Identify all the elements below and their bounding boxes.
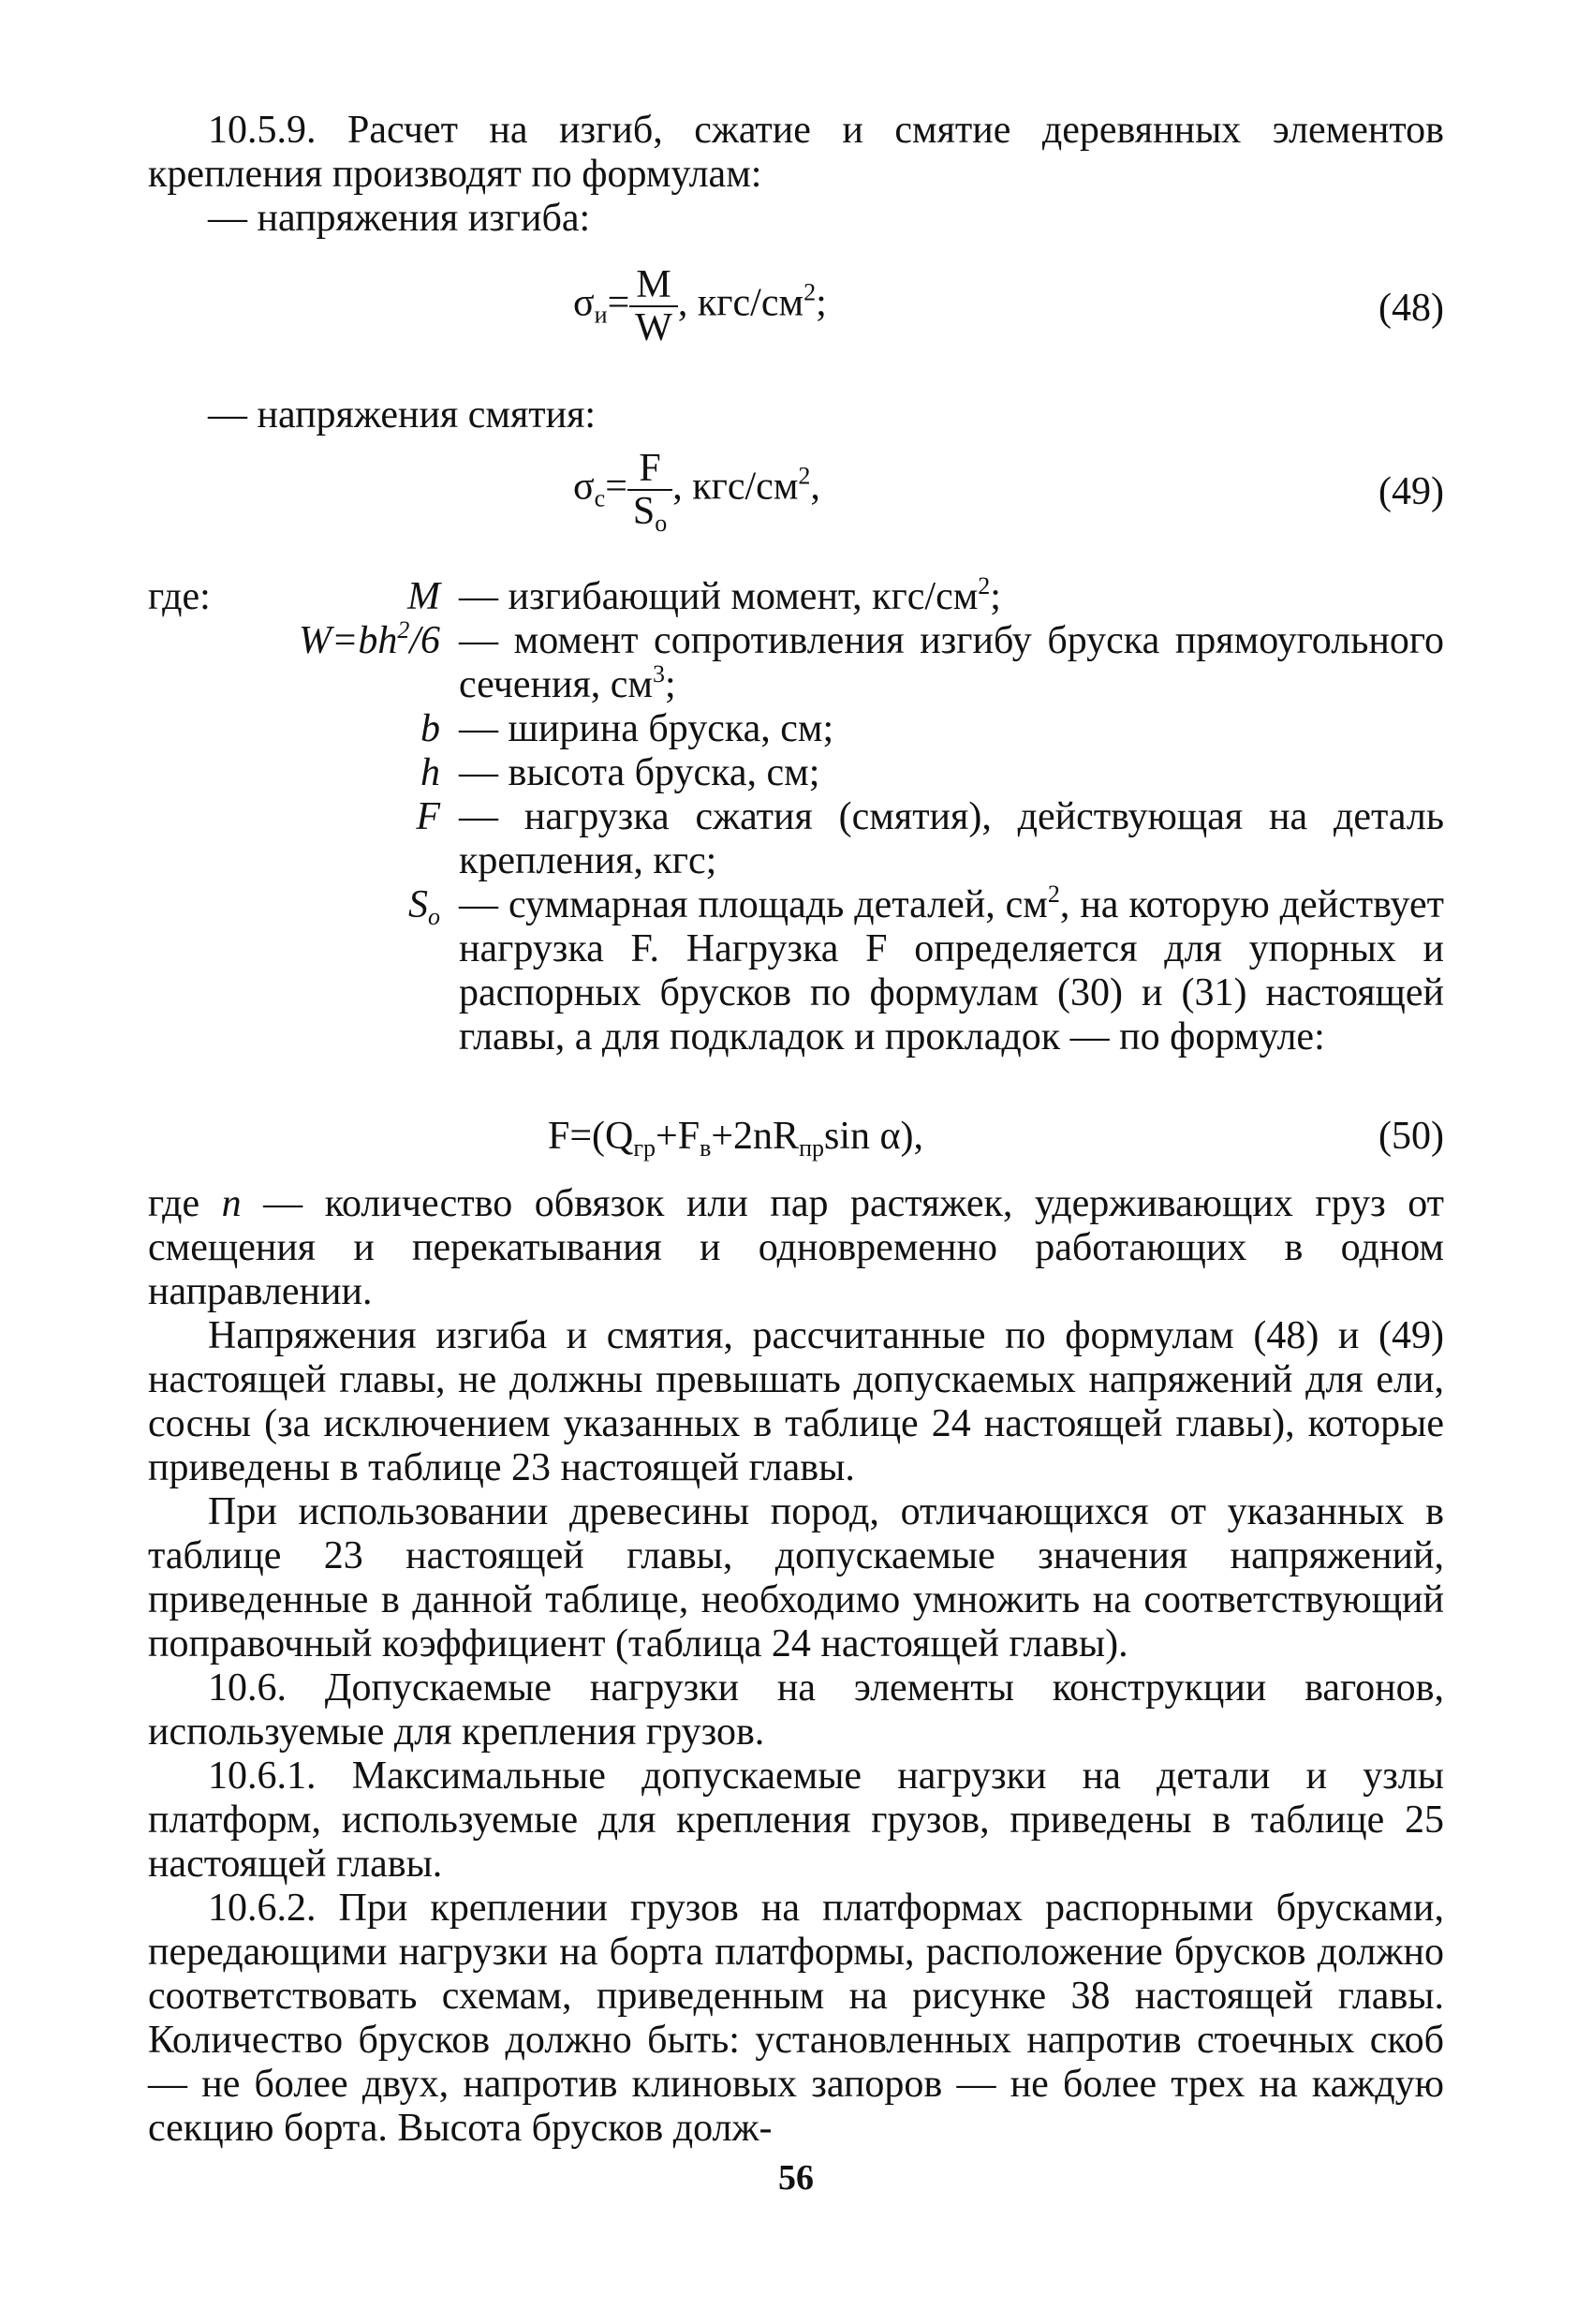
formula-49-lhs-sub: с <box>594 484 606 512</box>
where-n-text: — количество обвязок или пар растяжек, удерживающих груз от смещения и перекатывания и одновременно работающих в одном направлении. <box>148 1182 1445 1313</box>
definition-dash: — <box>459 619 498 662</box>
definition-desc <box>459 795 1444 883</box>
formula-49-lhs: σ <box>573 465 595 509</box>
formula-48-num: M <box>636 263 671 306</box>
formula-49-den-letter: S <box>632 490 656 533</box>
definition-desc-sup: 2 <box>978 572 991 600</box>
formula-48-tail: ; <box>816 281 827 325</box>
formula-50-sub: в <box>700 1134 712 1162</box>
definition-desc-sup: 3 <box>653 660 666 688</box>
where-n-paragraph <box>148 1182 1444 1314</box>
section-10-5-9-intro: 10.5.9. Расчет на изгиб, сжатие и смятие деревянных элементов крепления производят по формулам: <box>148 109 1444 196</box>
formula-50-sub: гр <box>633 1134 656 1162</box>
crushing-label-wrap <box>148 393 1444 437</box>
crushing-label: — напряжения смятия: <box>208 393 597 437</box>
page-number: 56 <box>778 2158 814 2198</box>
definition-desc-text: момент сопротивления изгибу бруска прямоугольного сечения, см <box>459 619 1444 706</box>
definition-dash: — <box>459 883 498 926</box>
definition-item <box>148 616 1444 707</box>
definition-term <box>148 883 450 1059</box>
definition-desc <box>459 707 1444 751</box>
formula-49-den-sub: o <box>655 510 668 537</box>
definition-desc-text-b: , на которую действует нагрузка F. Нагрузка F определяется для упорных и распорных брусков по формулам (30) и (31) настоящей главы, а для подкладок и прокладок — по формуле: <box>459 883 1444 1058</box>
formula-48-den: W <box>629 305 678 348</box>
definition-item <box>148 883 1444 1059</box>
definition-term: M <box>407 575 440 618</box>
formula-49-num: F <box>639 447 661 490</box>
formula-50-part: +2nR <box>711 1115 800 1158</box>
formula-50-sub: пр <box>799 1134 824 1162</box>
formula-49-unit: , кгс/см <box>672 465 799 509</box>
definition-desc-text: суммарная площадь деталей, см <box>508 883 1048 926</box>
definition-desc-text: нагрузка сжатия (смятия), действующая на деталь крепления, кгс; <box>459 795 1445 882</box>
formula-48-unit-sup: 2 <box>803 278 817 306</box>
section-10-5-9 <box>148 109 1444 241</box>
definition-desc-tail: ; <box>990 575 1001 618</box>
formula-49-number: (49) <box>1378 470 1444 513</box>
definition-desc <box>459 572 1444 619</box>
formula-49: $\sigma_с=$ $\frac{F}{S_o}$ , кгс/$см^2$, <box>573 447 820 537</box>
formula-48: $\sigma_и=$ $\frac{M}{W}$ , кгс/$см^2$; <box>573 263 827 349</box>
definition-desc-sup: 2 <box>1047 881 1060 908</box>
definition-term: F <box>416 795 440 838</box>
definition-desc-tail: ; <box>665 663 676 706</box>
definition-term-b: /6 <box>409 619 440 662</box>
where-n-variable: n <box>221 1182 242 1225</box>
definition-desc <box>459 751 1444 795</box>
definition-item <box>148 751 1444 795</box>
section-10-6: 10.6. Допускаемые нагрузки на элементы конструкции вагонов, используемые для крепления грузов. <box>148 1666 1444 1754</box>
section-10-6-1: 10.6.1. Максимальные допускаемые нагрузки на детали и узлы платформ, используемые для крепления грузов, приведены в таблице 25 настоящей главы. <box>148 1754 1444 1886</box>
definition-term <box>148 616 450 707</box>
formula-48-lhs-sub: и <box>594 301 608 329</box>
formula-50-part: F=(Q <box>548 1115 634 1158</box>
where-label: где: <box>148 575 211 618</box>
formula-50 <box>548 1115 924 1162</box>
formula-49-tail: , <box>810 465 820 509</box>
definition-desc <box>459 619 1444 707</box>
definition-item <box>148 572 1444 619</box>
where-n-prefix: где <box>148 1182 222 1225</box>
formula-49-unit-sup: 2 <box>798 462 811 490</box>
definition-desc-text: высота бруска, см; <box>508 751 820 794</box>
formula-49-fraction <box>627 447 672 537</box>
formula-48-lhs: σ <box>573 281 595 325</box>
formula-48-fraction <box>629 264 678 348</box>
definition-desc <box>459 883 1444 1059</box>
definition-dash: — <box>459 795 498 838</box>
formula-50-part: +F <box>656 1115 700 1158</box>
definition-term-a: W=bh <box>299 619 398 662</box>
definition-desc-text: изгибающий момент, кгс/см <box>508 575 979 618</box>
formula-50-number: (50) <box>1378 1115 1444 1158</box>
definition-term: b <box>420 707 440 750</box>
definition-dash: — <box>459 575 498 618</box>
definition-term-letter: S <box>408 883 428 926</box>
formula-49-den <box>627 489 672 537</box>
section-10-6-2: 10.6.2. При креплении грузов на платформах распорными брусками, передающими нагрузки на борта платформы, расположение брусков должно соответствовать схемам, приведенным на рисунке 38 настоящей главы. Количество брусков должно быть: установленных напротив стоечных скоб — не более двух, напротив клиновых запоров — не более трех на каждую секцию борта. Высота брусков долж- <box>148 1887 1444 2150</box>
definition-dash: — <box>459 707 498 750</box>
paragraph-stress-limits: Напряжения изгиба и смятия, рассчитанные по формулам (48) и (49) настоящей главы, не должны превышать допускаемых напряжений для ели, сосны (за исключением указанных в таблице 24 настоящей главы), которые приведены в таблице 23 настоящей главы. <box>148 1314 1444 1489</box>
definition-desc-text: ширина бруска, см; <box>508 707 834 750</box>
definition-term-sub: o <box>428 903 440 930</box>
formula-50-part: sin α), <box>824 1115 924 1158</box>
definition-term-sup: 2 <box>397 616 410 644</box>
definition-dash: — <box>459 751 498 794</box>
formula-48-number: (48) <box>1378 287 1444 330</box>
body-text <box>148 1182 1444 2151</box>
formula-48-unit: , кгс/см <box>677 281 804 325</box>
definition-item <box>148 707 1444 751</box>
definition-item <box>148 795 1444 883</box>
definition-term: h <box>420 751 440 794</box>
paragraph-wood-species: При использовании древесины пород, отличающихся от указанных в таблице 23 настоящей главы, допускаемые значения напряжений, приведенные в данной таблице, необходимо умножить на соответствующий поправочный коэффициент (таблица 24 настоящей главы). <box>148 1490 1444 1665</box>
definitions-list <box>148 572 1445 1059</box>
bending-label: — напряжения изгиба: <box>208 197 591 240</box>
